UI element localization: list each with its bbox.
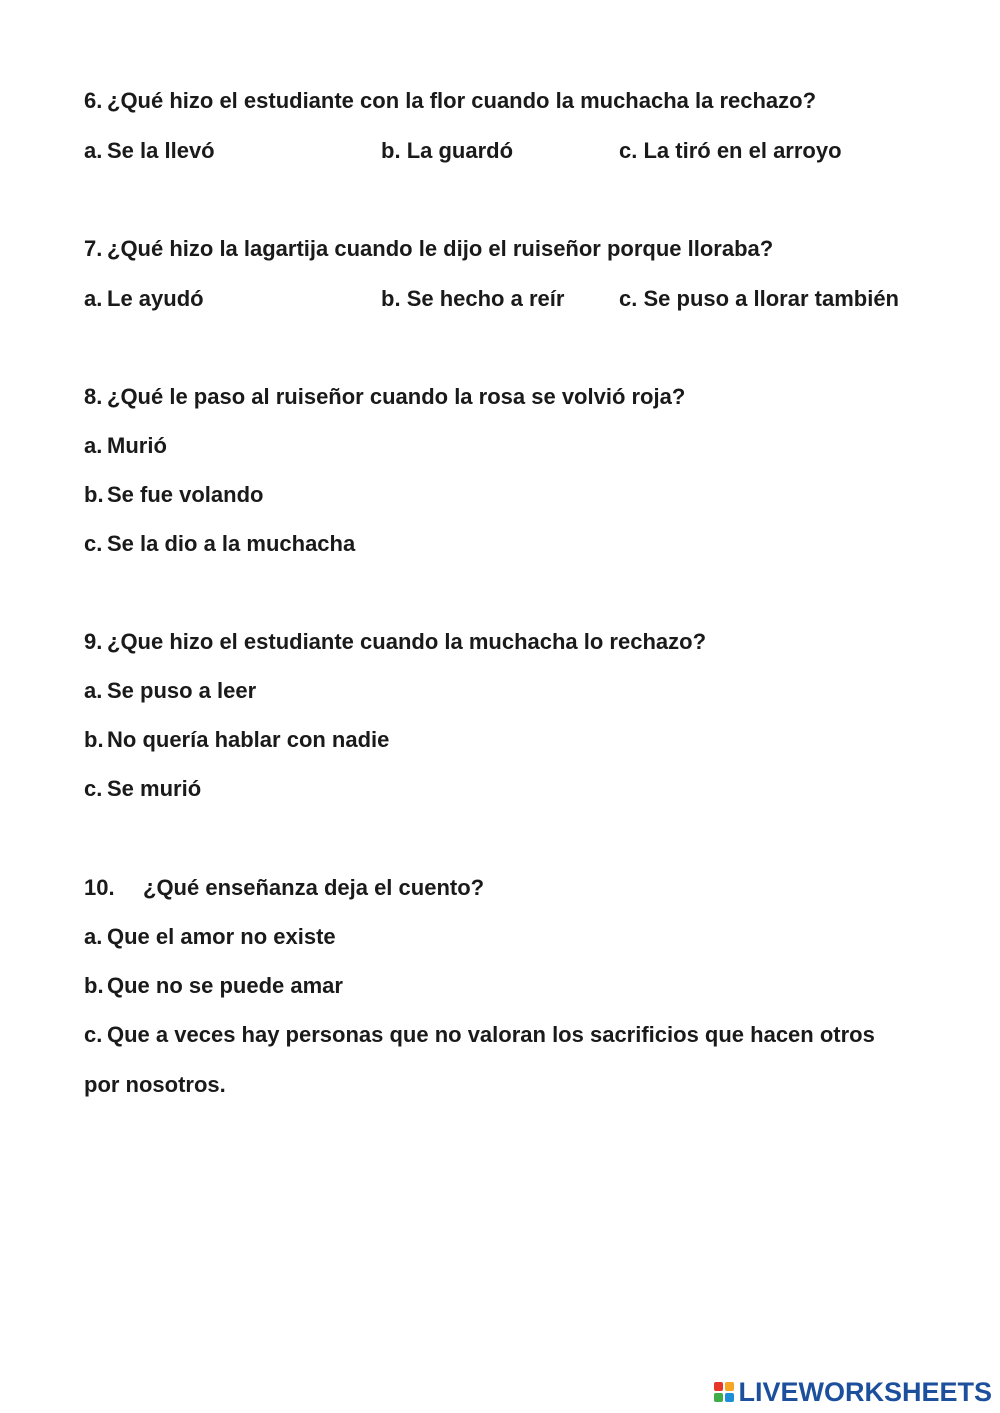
option-6c[interactable]: c. La tiró en el arroyo xyxy=(619,138,842,163)
question-text: ¿Qué le paso al ruiseñor cuando la rosa se volvió roja? xyxy=(107,384,686,409)
question-number: 7. xyxy=(84,236,103,261)
option-9b[interactable]: b. No quería hablar con nadie xyxy=(84,727,390,752)
question-number: 8. xyxy=(84,384,103,409)
question-10 xyxy=(84,875,484,901)
option-8c[interactable]: c. Se la dio a la muchacha xyxy=(84,531,356,556)
question-number: 6. xyxy=(84,88,103,113)
question-8 xyxy=(84,384,685,410)
liveworksheets-logo[interactable] xyxy=(714,1377,992,1407)
question-text: ¿Qué enseñanza deja el cuento? xyxy=(143,875,485,900)
option-9c[interactable]: c. Se murió xyxy=(84,776,202,801)
question-6 xyxy=(84,88,816,114)
option-10c-continued: por nosotros. xyxy=(84,1072,226,1097)
question-text: ¿Qué hizo el estudiante con la flor cuando la muchacha la rechazo? xyxy=(107,88,817,113)
question-number: 9. xyxy=(84,629,103,654)
question-number: 10. xyxy=(84,875,115,900)
option-8a[interactable]: a. Murió xyxy=(84,433,167,458)
liveworksheets-logo-icon xyxy=(714,1382,734,1402)
option-10a[interactable]: a. Que el amor no existe xyxy=(84,924,336,949)
option-7a[interactable]: a. Le ayudó xyxy=(84,286,204,311)
option-10b[interactable]: b. Que no se puede amar xyxy=(84,973,343,998)
option-6b[interactable]: b. La guardó xyxy=(381,138,514,163)
option-10c[interactable]: c. Que a veces hay personas que no valoran los sacrificios que hacen otros xyxy=(84,1022,875,1047)
option-7b[interactable]: b. Se hecho a reír xyxy=(381,286,565,311)
option-8b[interactable]: b. Se fue volando xyxy=(84,482,264,507)
question-7 xyxy=(84,236,773,262)
question-text: ¿Qué hizo la lagartija cuando le dijo el ruiseñor porque lloraba? xyxy=(107,236,774,261)
option-7c[interactable]: c. Se puso a llorar también xyxy=(619,286,899,311)
question-9 xyxy=(84,629,706,655)
option-9a[interactable]: a. Se puso a leer xyxy=(84,678,257,703)
question-text: ¿Que hizo el estudiante cuando la muchacha lo rechazo? xyxy=(107,629,707,654)
logo-text: LIVEWORKSHEETS xyxy=(738,1376,992,1407)
option-6a[interactable]: a. Se la llevó xyxy=(84,138,215,163)
